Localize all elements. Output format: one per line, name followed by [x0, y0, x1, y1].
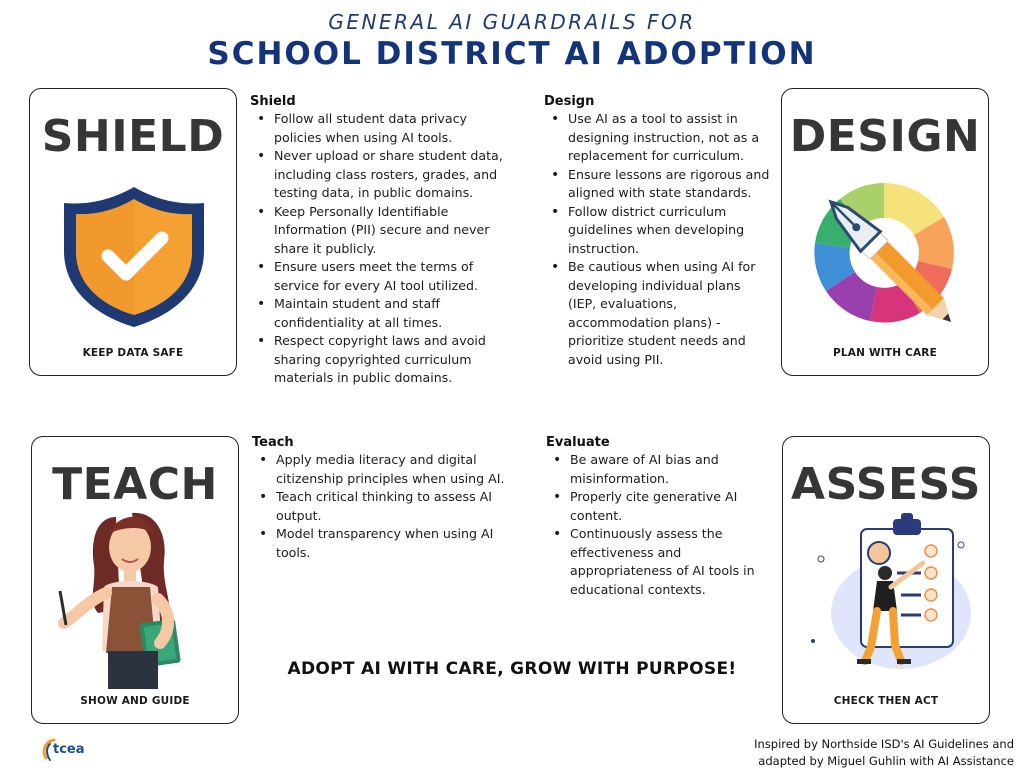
shield-section-heading: Shield	[250, 94, 296, 109]
shield-list-item: • Ensure users meet the terms of service for every AI tool utilized.	[274, 258, 516, 295]
assess-card-caption: CHECK THEN ACT	[833, 695, 939, 707]
shield-list-item: • Never upload or share student data, including class rosters, grades, and testing data, in public domains.	[274, 147, 516, 203]
teach-card-word: TEACH	[52, 459, 218, 510]
shield-section	[250, 94, 516, 388]
evaluate-section	[546, 435, 770, 599]
pencil-palette-icon	[798, 167, 978, 337]
assess-card	[782, 436, 990, 724]
shield-list-item: • Keep Personally Identifiable Information (PII) secure and never share it publicly.	[274, 203, 516, 259]
teach-card	[31, 436, 239, 724]
page-kicker: GENERAL AI GUARDRAILS FOR	[328, 10, 696, 34]
tcea-logo-text: tcea	[53, 742, 85, 757]
design-list-item: • Be cautious when using AI for developing individual plans (IEP, evaluations, accommodation plans) - prioritize student needs and avoid using PII.	[568, 258, 770, 369]
checklist-clipboard-icon	[801, 511, 977, 679]
teach-list-item: • Teach critical thinking to assess AI output.	[276, 488, 524, 525]
tagline: ADOPT AI WITH CARE, GROW WITH PURPOSE!	[287, 659, 737, 679]
evaluate-list	[546, 451, 770, 599]
credit-line-1: Inspired by Northside ISD's AI Guidelines and	[754, 737, 1014, 751]
teach-list-item: • Model transparency when using AI tools.	[276, 525, 524, 562]
teach-list-item: • Apply media literacy and digital citizenship principles when using AI.	[276, 451, 524, 488]
teach-card-caption: SHOW AND GUIDE	[80, 695, 190, 707]
shield-list-item: • Respect copyright laws and avoid sharing copyrighted curriculum materials in public domains.	[274, 332, 516, 388]
credit-text	[714, 736, 1014, 770]
evaluate-list-item: • Continuously assess the effectiveness and appropriateness of AI tools in educational contexts.	[570, 525, 770, 599]
teach-section	[252, 435, 524, 562]
shield-card	[29, 88, 237, 376]
design-list-item: • Ensure lessons are rigorous and aligned with state standards.	[568, 166, 770, 203]
teach-list	[252, 451, 524, 562]
design-list-item: • Follow district curriculum guidelines when developing instruction.	[568, 203, 770, 259]
evaluate-section-heading: Evaluate	[546, 435, 610, 450]
shield-list-item: • Maintain student and staff confidentiality at all times.	[274, 295, 516, 332]
credit-line-2: adapted by Miguel Guhlin with AI Assistance	[758, 754, 1014, 768]
design-list-item: • Use AI as a tool to assist in designing instruction, not as a replacement for curriculum.	[568, 110, 770, 166]
page-title: SCHOOL DISTRICT AI ADOPTION	[207, 36, 817, 72]
design-card-caption: PLAN WITH CARE	[833, 347, 937, 359]
design-section-heading: Design	[544, 94, 595, 109]
assess-card-word: ASSESS	[791, 459, 981, 510]
design-list	[544, 110, 770, 369]
design-card	[781, 88, 989, 376]
shield-card-caption: KEEP DATA SAFE	[82, 347, 184, 359]
evaluate-list-item: • Be aware of AI bias and misinformation.	[570, 451, 770, 488]
design-section	[544, 94, 770, 369]
shield-list	[250, 110, 516, 388]
shield-card-word: SHIELD	[41, 111, 225, 162]
shield-list-item: • Follow all student data privacy policies when using AI tools.	[274, 110, 516, 147]
design-card-word: DESIGN	[789, 111, 981, 162]
evaluate-list-item: • Properly cite generative AI content.	[570, 488, 770, 525]
teach-section-heading: Teach	[252, 435, 294, 450]
shield-check-icon	[58, 181, 210, 331]
